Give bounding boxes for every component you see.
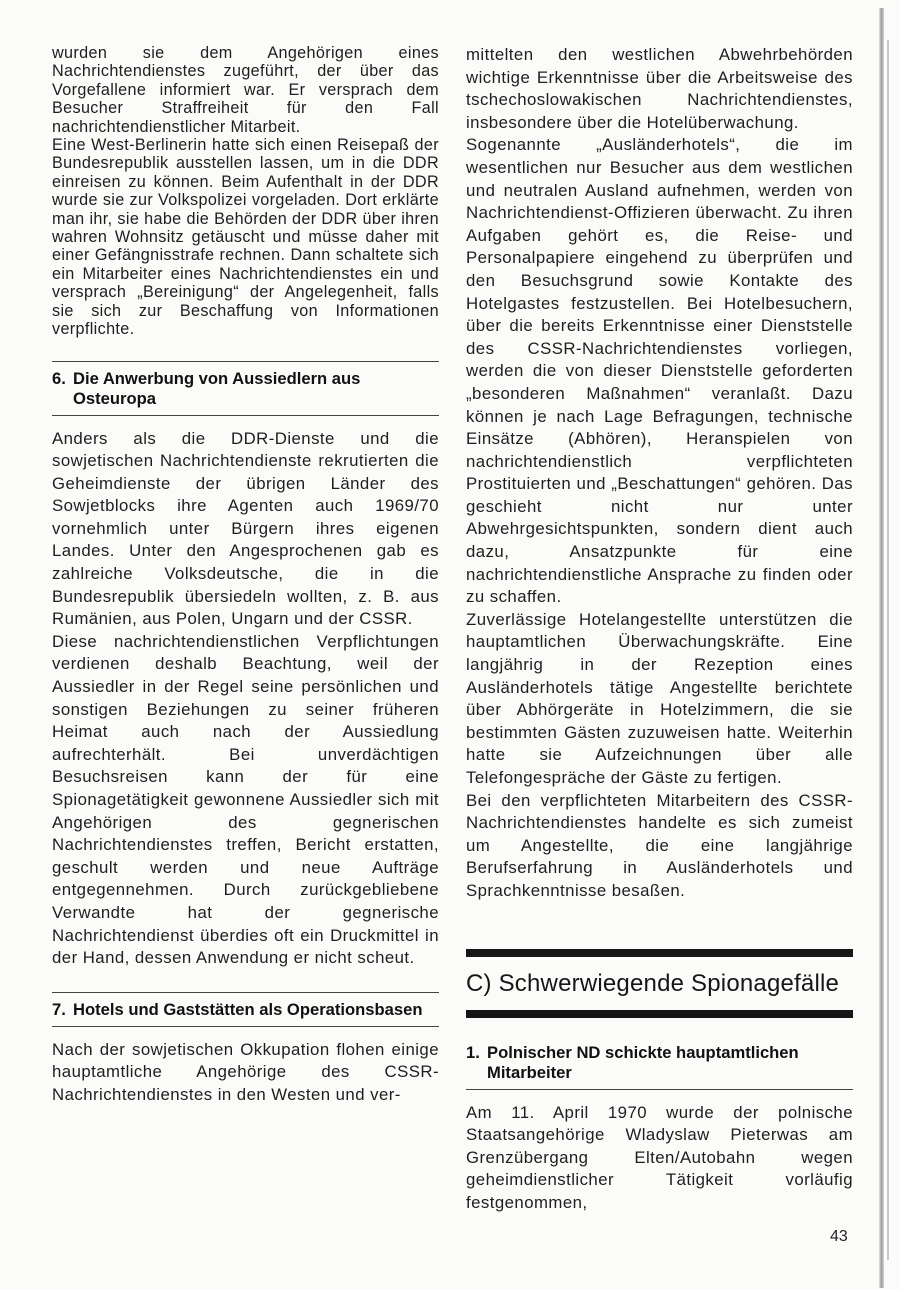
section-c-bar-bottom xyxy=(466,1010,853,1018)
section-7-title: Hotels und Gaststätten als Operationsbasen xyxy=(73,999,423,1019)
section-c-title: C) Schwerwiegende Spionagefälle xyxy=(466,969,840,997)
paragraph-west-berlin: Eine West-Berlinerin hatte sich einen Reisepaß der Bundesrepublik ausstellen lassen, um in die DDR einreisen zu können. Beim Aufenthalt in der DDR wurde sie zur Volkspolizei vorgeladen. Dort erklärte man ihr, sie habe die Behörden der DDR über ihren wahren Wohnsitz getäuscht und müsse daher mit einer Gefängnisstrafe rechnen. Dann schaltete sich ein Mitarbeiter eines Nachrichtendienstes ein und versprach „Bereinigung“ der Angelegenheit, falls sie sich zur Beschaffung von Informationen verpflichte. xyxy=(52,136,439,339)
section-7-paragraph-1: Nach der sowjetischen Okkupation flohen einige hauptamtliche Angehörige des CSSR-Nachrichtendienstes in den Westen und ver- xyxy=(52,1039,439,1104)
section-1-title: Polnischer ND schickte hauptamtlichen Mitarbeiter xyxy=(487,1042,799,1082)
section-6-heading xyxy=(52,362,439,415)
section-c-bar-top xyxy=(466,949,853,957)
section-1-heading xyxy=(466,1036,853,1089)
section-6-paragraph-2: Diese nachrichtendienstlichen Verpflichtungen verdienen deshalb Beachtung, weil der Aussiedler in der Regel seine persönlichen und sonstigen Beziehungen zu seiner früheren Heimat auch nach der Aussiedlung aufrechterhält. Bei unverdächtigen Besuchsreisen kann der für eine Spionagetätigkeit gewonnene Aussiedler sich mit Angehörigen des gegnerischen Nachrichtendienstes treffen, Bericht erstatten, geschult werden und neue Aufträge entgegennehmen. Durch zurückgebliebene Verwandte hat der gegnerische Nachrichtendienst überdies oft ein Druckmittel in der Hand, dessen Anwendung er nicht scheut. xyxy=(52,631,439,968)
section-6-rule-bottom xyxy=(52,415,439,416)
section-6-paragraph-1: Anders als die DDR-Dienste und die sowjetischen Nachrichtendienste rekrutierten die Geheimdienste der übrigen Länder des Sowjetblocks ihre Agenten auch 1969/70 vornehmlich unter Bürgern ihres eigenen Landes. Unter den Angesprochenen gab es zahlreiche Volksdeutsche, die in die Bundesrepublik übersiedeln wollten, z. B. aus Rumänien, aus Polen, Ungarn und der CSSR. xyxy=(52,428,439,629)
paragraph-hotel-staff: Zuverlässige Hotelangestellte unterstützen die hauptamtlichen Überwachungskräfte. Eine langjährig in der Rezeption eines Ausländerhotels tätige Angestellte berichtete über Abhörgeräte in Hotelzimmern, die sie bestimmten Gästen zuzuweisen hatte. Weiterhin hatte sie Aufzeichnungen über alle Telefongespräche der Gäste zu fertigen. xyxy=(466,609,853,787)
right-column xyxy=(466,44,853,1215)
paragraph-continuation: mittelten den westlichen Abwehrbehörden wichtige Erkenntnisse über die Arbeitsweise des tschechoslowakischen Nachrichtendienstes, insbesondere über die Hotelüberwachung. xyxy=(466,45,853,132)
section-6-number: 6. xyxy=(52,368,66,388)
paragraph-hotel-staff-2: Bei den verpflichteten Mitarbeitern des CSSR-Nachrichtendienstes handelte es sich zumeist um Angestellte, die eine langjährige Berufserfahrung in Ausländerhotels und Sprachkenntnisse besaßen. xyxy=(466,790,853,900)
paragraph-intro: wurden sie dem Angehörigen eines Nachrichtendienstes zugeführt, der über das Vorgefallene informiert war. Er versprach dem Besucher Straffreiheit für den Fall nachrichtendienstlicher Mitarbeit. xyxy=(52,44,439,136)
section-1-paragraph-1: Am 11. April 1970 wurde der polnische Staatsangehörige Wladyslaw Pieterwas am Grenzübergang Elten/Autobahn wegen geheimdienstlicher Tätigkeit vorläufig festgenommen, xyxy=(466,1102,853,1212)
scan-edge-shadow xyxy=(879,8,884,1288)
section-7-rule-bottom xyxy=(52,1026,439,1027)
scan-edge-line xyxy=(887,40,889,1260)
paragraph-foreigner-hotels: Sogenannte „Ausländerhotels“, die im wesentlichen nur Besucher aus dem westlichen und neutralen Ausland aufnehmen, werden von Nachrichtendienst-Offizieren überwacht. Zu ihren Aufgaben gehört es, die Reise- und Personalpapiere eingehend zu überprüfen und den Besuchsgrund sowie Kontakte des Hotelgastes festzustellen. Bei Hotelbesuchern, über die bereits Erkenntnisse einer Dienststelle des CSSR-Nachrichtendienstes vorliegen, werden die von dieser Dienststelle geforderten „besonderen Maßnahmen“ veranlaßt. Dazu können je nach Lage Befragungen, technische Einsätze (Abhören), Heranspielen von nachrichtendienstlich verpflichteten Prostituierten und „Beschattungen“ gehören. Das geschieht nicht nur unter Abwehrgesichtspunkten, sondern dient auch dazu, Ansatzpunkte für eine nachrichtendienstliche Ansprache zu finden oder zu schaffen. xyxy=(466,135,853,607)
page-number: 43 xyxy=(830,1228,848,1245)
section-1-number: 1. xyxy=(466,1042,480,1062)
left-column xyxy=(52,44,439,1107)
section-c-block xyxy=(466,949,853,1018)
section-7-heading xyxy=(52,993,439,1026)
section-1-rule-bottom xyxy=(466,1089,853,1090)
section-6-title: Die Anwerbung von Aussiedlern aus Osteuropa xyxy=(73,368,361,408)
section-7-number: 7. xyxy=(52,999,66,1019)
